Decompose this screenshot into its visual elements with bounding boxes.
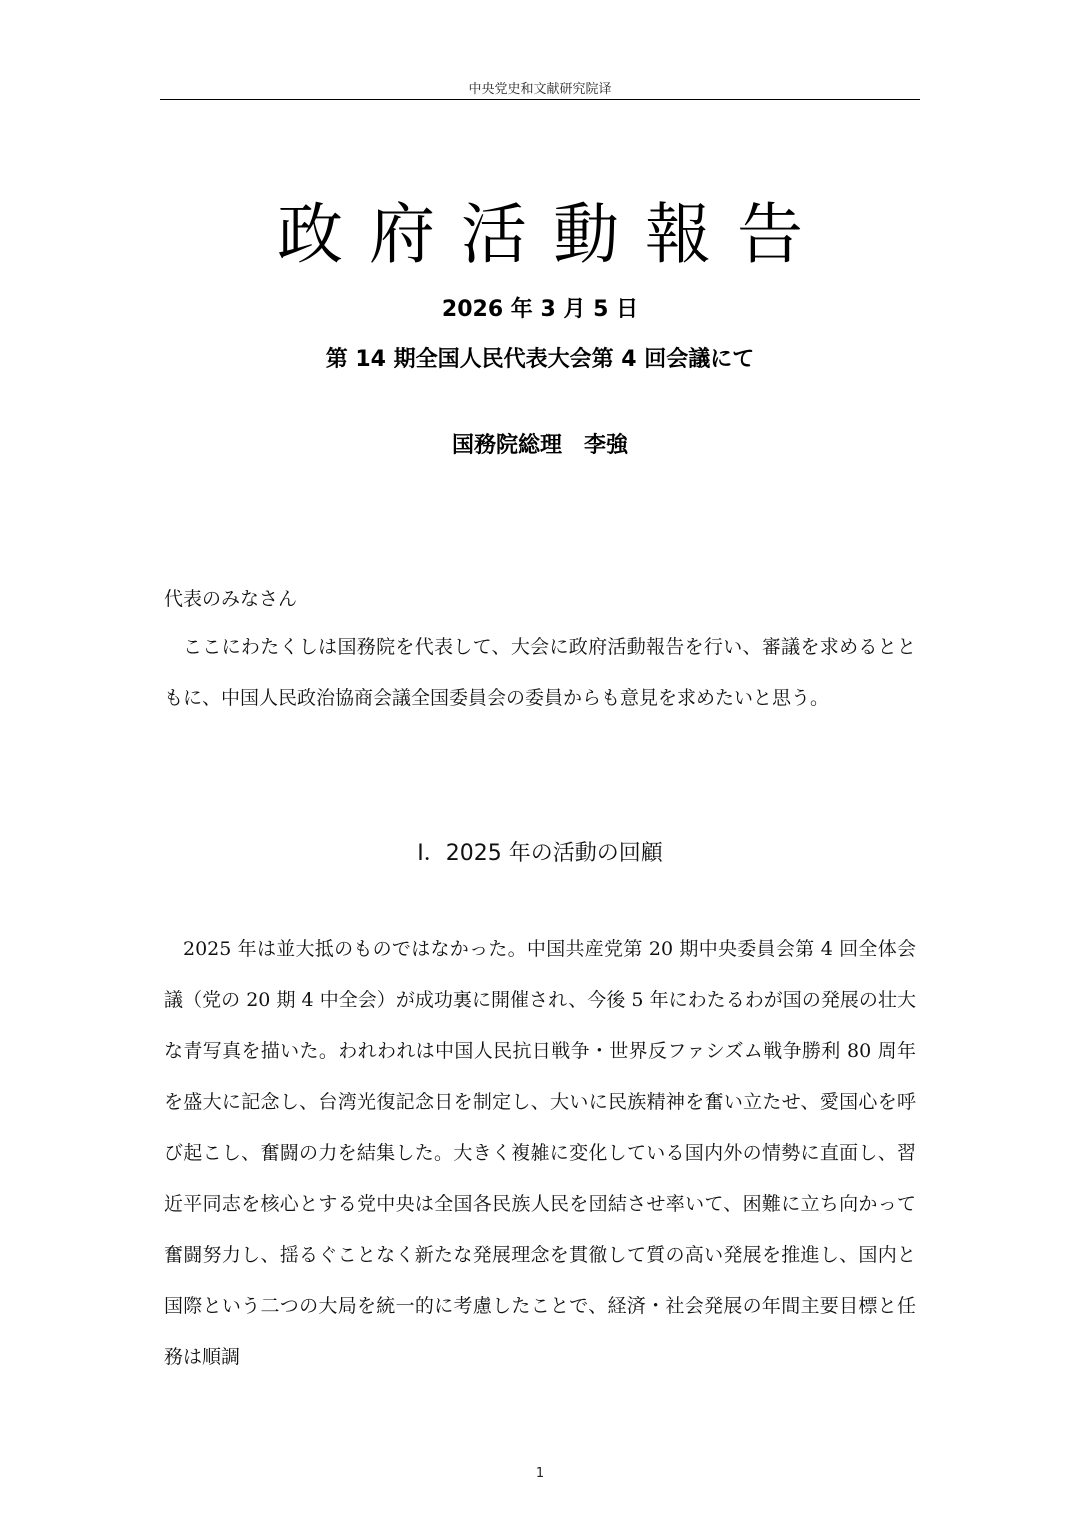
- salutation: 代表のみなさん: [164, 588, 298, 610]
- page-header: 中央党史和文献研究院译: [468, 82, 612, 97]
- page-number: 1: [535, 1466, 545, 1481]
- body-paragraph: 2025 年は並大抵のものではなかった。中国共産党第 20 期中央委員会第 4 回全体会議（党の 20 期 4 中全会）が成功裏に開催され、今後 5 年にわたるわが国の発展の壮大な青写真を描いた。われわれは中国人民抗日戦争・世界反ファシズム戦争勝利 80 周年を盛大に記念し、台湾光復記念日を制定し、大いに民族精神を奮い立たせ、愛国心を呼び起こし、奮闘の力を結集した。大きく複雑に変化している国内外の情勢に直面し、習近平同志を核心とする党中央は全国各民族人民を団結させ率いて、困難に立ち向かって奮闘努力し、揺るぐことなく新たな発展理念を貫徹して質の高い発展を推進し、国内と国際という二つの大局を統一的に考慮したことで、経済・社会発展の年間主要目標と任務は順調: [164, 938, 916, 1368]
- author-line: 国務院総理 李強: [451, 433, 628, 458]
- report-date: 2026 年 3 月 5 日: [441, 297, 639, 322]
- header-divider: [160, 99, 920, 100]
- intro-paragraph: ここにわたくしは国務院を代表して、大会に政府活動報告を行い、審議を求めるとともに、中国人民政治協商会議全国委員会の委員からも意見を求めたいと思う。: [164, 636, 916, 709]
- section-heading: Ⅰ．2025 年の活動の回顧: [417, 841, 663, 866]
- session-subtitle: 第 14 期全国人民代表大会第 4 回会議にて: [325, 347, 755, 372]
- document-title: 政府活動報告: [277, 196, 829, 273]
